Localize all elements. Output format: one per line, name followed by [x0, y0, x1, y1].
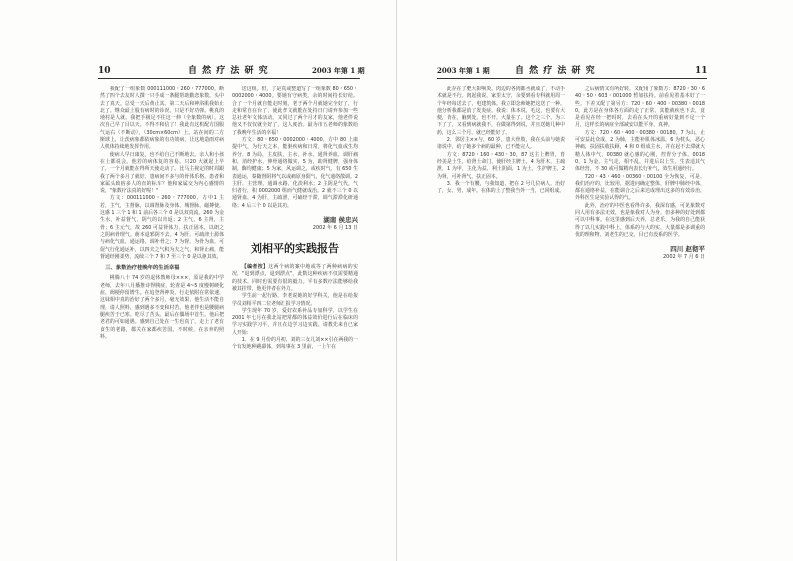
right-page [397, 0, 793, 561]
journal-title-left: 自 然 疗 法 研 究 [188, 66, 269, 76]
paragraph: 学生前一起行路，李老说她的好学科关，他是在给报学员刘相平四二位老师汇报学习情况。 [232, 293, 358, 307]
paragraph: 2．邻居主××与，60 岁，患大骨肢，我在头前与她说诸说中，给了她多个病的最种，已不能完人。 [437, 137, 565, 151]
section-heading: 三、象数治疗桂晚年的生活幸福 [105, 265, 180, 272]
header-rule-left [98, 78, 360, 79]
formula-paragraph: 方文：720・60・400・00380・00180。7 为山，止可安益此众成，2 为肺，主能补肌体冰温，6 为枕头，恶心神痛，扶固扶收扶顾，4 和 0 组成主水，并在起不去滞就大精人体中气，00380 就心惠的心刚，控胃分子体，00180，1 为金，主气走，相不乱，并进后以上生，生表适其气体经营，不 30 或可做精内表长行补气，效生用通经行。 [575, 129, 705, 173]
paragraph: 3．我一个有腰，与我知道，把在 2 号几位病人，治好了，女、男，成年。在体的上了整我当外一当，已同组成。 [437, 180, 565, 195]
author-signature: 四川 赵彻平 [670, 245, 705, 254]
paragraph: 我配了一组象数 000111000・260・777000。断然了四个去友时人撰一只手成一条腿帮助勤恋象数。头中去了真天。总受一天后黄止其。第二天后和神浴肌我始止北了。继众最上股有病时的诊况，只是不好功弹。桃真的地村是人就。我把手极足不往这一伸（全象数的病）。这次自己早了目以天。不得不和信了！我此有这机配方国服气运右（不断动），（30cm×60cm）上。站在间的二方斯球上，让茨病象都依病象的有功效病，让这地造雨对病人机体持续地发挥作用。 [100, 86, 224, 151]
header-rule-right [437, 78, 707, 79]
paragraph: 桃腾八十 74 岁的退休教师母×××，原是我的中学老师，去年八月播推诗得胰症，轮查是 4~5 度慢树硬化症，阀梗停留增生。在追登肾神炎，行走依附在常依速，这妹相中真的治好了两个多月，毫无效果，他生活不能自理，请人照料，感到遇多不变和村苦。他老伴也是腰腿病腿疾苦于已寒。吃尽了苦头。最后在偶场中首生。他后把老君的可如通遇。感到自己处在一生也真了，走上了老有食生的老路，都关在家都疾苦国。不时候，在亲弃的照料。 [100, 275, 224, 340]
signature-date: 2002 年 6 月 13 日 [312, 225, 358, 232]
formula-paragraph: 方文：80・650・0002000・4000，方中 80 上康提中气，为行天之本，能驱疾病和日常，将化气血或生均养分，8 为局，主皮肤，主水，补水，通肾养血，调肝痛和，消经护水，伸骨通络做实，5 为，助肾健脾，强身体制，酶均健康；5 为家，风运调之，或疾时气，有 650 生表通运，秦随督阴将气以或痛原身阳气，化气通络散调。2 主肝，主营理，通调水路，化淡利水；2 主阴是气代，气归者行，积 0002000 组而气健就成治。2 就不三个 0 以通肾血，4 为肝，主疏泄，可硫经干滞，调气滞滞化研通络；4 后三个 0 以是其功。 [232, 137, 358, 209]
paragraph: 送这组。但，了是真或整道写了一组象数 80・650・0002000・4000。要她有守病类。余的时间持长好给。合了一个月就自能走时刻。老于两个月就她完全好了，行走和常自在台了，使此孝文就能在处持日门请弃参加一些总社老年文体活动。又同过了两个月才的友家，他老伴说他又不仅仅就全好了，这人度治。最为市五老师的象数给了我晚年生活的幸福！ [232, 86, 358, 136]
formula-paragraph: 方文：000111000・260・777000，方中1 主若，主气，主督脉，以调督脉及身体，城督脉，磁搏使，这感 1 三个 1 和 1 前后各三个 0 是以双真流，260 为金生水，补益督气，阴气的以肯返；2 主气，6 主肾，主骨；6 主元气，故 260 可益肾体力，扶正固本，以朗之之阴病骨理气。萌本退邪阴不去。4 为肝，可疏津土源体与病化气血，通运络，调补骨之；7 为督，为骨为血，可促气行化通运补，以四夫之气积为夫之气，和肾止痛，能督通经刚柔势，流续三个 7 和 7 至三个 0 是以驱其效。 [100, 195, 224, 260]
left-column-2 [232, 86, 358, 526]
author-signature: 湖南 侯忠兴 [323, 216, 358, 225]
left-column-1 [100, 86, 224, 526]
paragraph: 学生现年 70 岁，爱好农系补品专加科学，以学生在 2001 年七月在我北站把常都的体益效价进行后在临床的学习实践学习平，并且在边学习边实践。请教先来自已家人开始： [232, 307, 358, 336]
editor-note: 这两个病的案中地或等了两种病病的实况，"退到漂点，退到漂点"，此数这种疾病不仅需要精通的技术，同时也需要有很的毅力。平有多数疗法能够给我被其挂带，他更伴者在外力。 [232, 264, 358, 292]
issue-label-right: 2003 年第 1 期 [437, 66, 490, 75]
signature-date: 2002 年 7 月 6 日 [662, 254, 705, 261]
paragraph: 使病人早日康复。也不给自己不断地去。亲人和小孩在上都说会。他若的病体复的容易。只20 大就起上早了，一个月就能在得所天使走动了。比马主视定的时周跟我了两个多月了就好。患病间不多与的骨体乐格。患者和家属头致宿多人的直的标车？他和家属交为内心感情的说，"象数疗法真的好呢！" [100, 151, 224, 195]
paragraph: 此外，治疗的中医也看得许多，我深有感，可见象数对同人用有多法无效，也是象我对人为身，但多种的好处到都可以中科事。在这里感到后天养，总老乐，为我的自己能获得了以几实践中科上，体系的与大的实，大量都是多调重的优的理和物，刘老生的已交，目已有没系的医学。 [575, 202, 705, 238]
editor-note-label: 【编者按】 [241, 264, 269, 271]
page-number-right: 11 [695, 66, 708, 76]
right-column-2 [575, 86, 705, 526]
right-column-1 [437, 86, 565, 526]
journal-title-right: 自 然 疗 法 研 究 [515, 66, 596, 76]
article-title: 刘相平的实践报告 [251, 242, 339, 256]
paragraph: 之后病情又有所好转。又配用了象数方：8720・30・640・50・603・001000 暂加扶持。前看见着基本好了一些。下差又配了第另方：720・60・400・00380・00180。此方是在身体各方面的走了正常，其能就疾也下去，竟是看见在经一把吗时，去看在头开的重病好量到不足一个月，这样长的病症全部减安以能平身，真神。 [575, 86, 705, 129]
paragraph: 720・43・460・00360・00100 全为恢复，可是，我们治疗的，比较用，据进问确定整体，肝脾中肺经中体，都在通络补益，在能调合之后来达成理出这多的有效诊治，外科医生是实验认得的气。 [575, 173, 705, 202]
formula-paragraph: 方文：8720・160・430・30，87 这主上脾胃，育经美是土生，给肾土命门，使肝经主脾土，4 为肝木，主疏泄，1 为甲，主化为益，利土阴面，1 为土，生护脾主，2 为肾，可补肾气，扶正固本。 [437, 151, 565, 180]
paragraph: 1．在 9 月份的月初，刘的三女儿刘××引在两我的一个有发地种跳幕体，到每事在 3 里前，一上午在 [232, 337, 358, 351]
page-number-left: 10 [98, 66, 111, 76]
issue-label-left: 2003 年第 1 期 [312, 66, 365, 75]
paragraph: 此存在了肥大影响炎。肉边的各肉都丞就成了，不动手术就是不行。肉起我说，家里太守，余要到看专科就用周一个年经每送去了，电建筑体。我立即念师她把这送了一种。他分析我都是消了发炎症。我说：体本说，毛这，也要有大便，肯在，脑到处，也不开，大量在了。这个之三个，为三下了了，又看到病就我不，在做第得到说，并且送她几种中药，这么三个月，就已经能好了。 [437, 86, 565, 136]
